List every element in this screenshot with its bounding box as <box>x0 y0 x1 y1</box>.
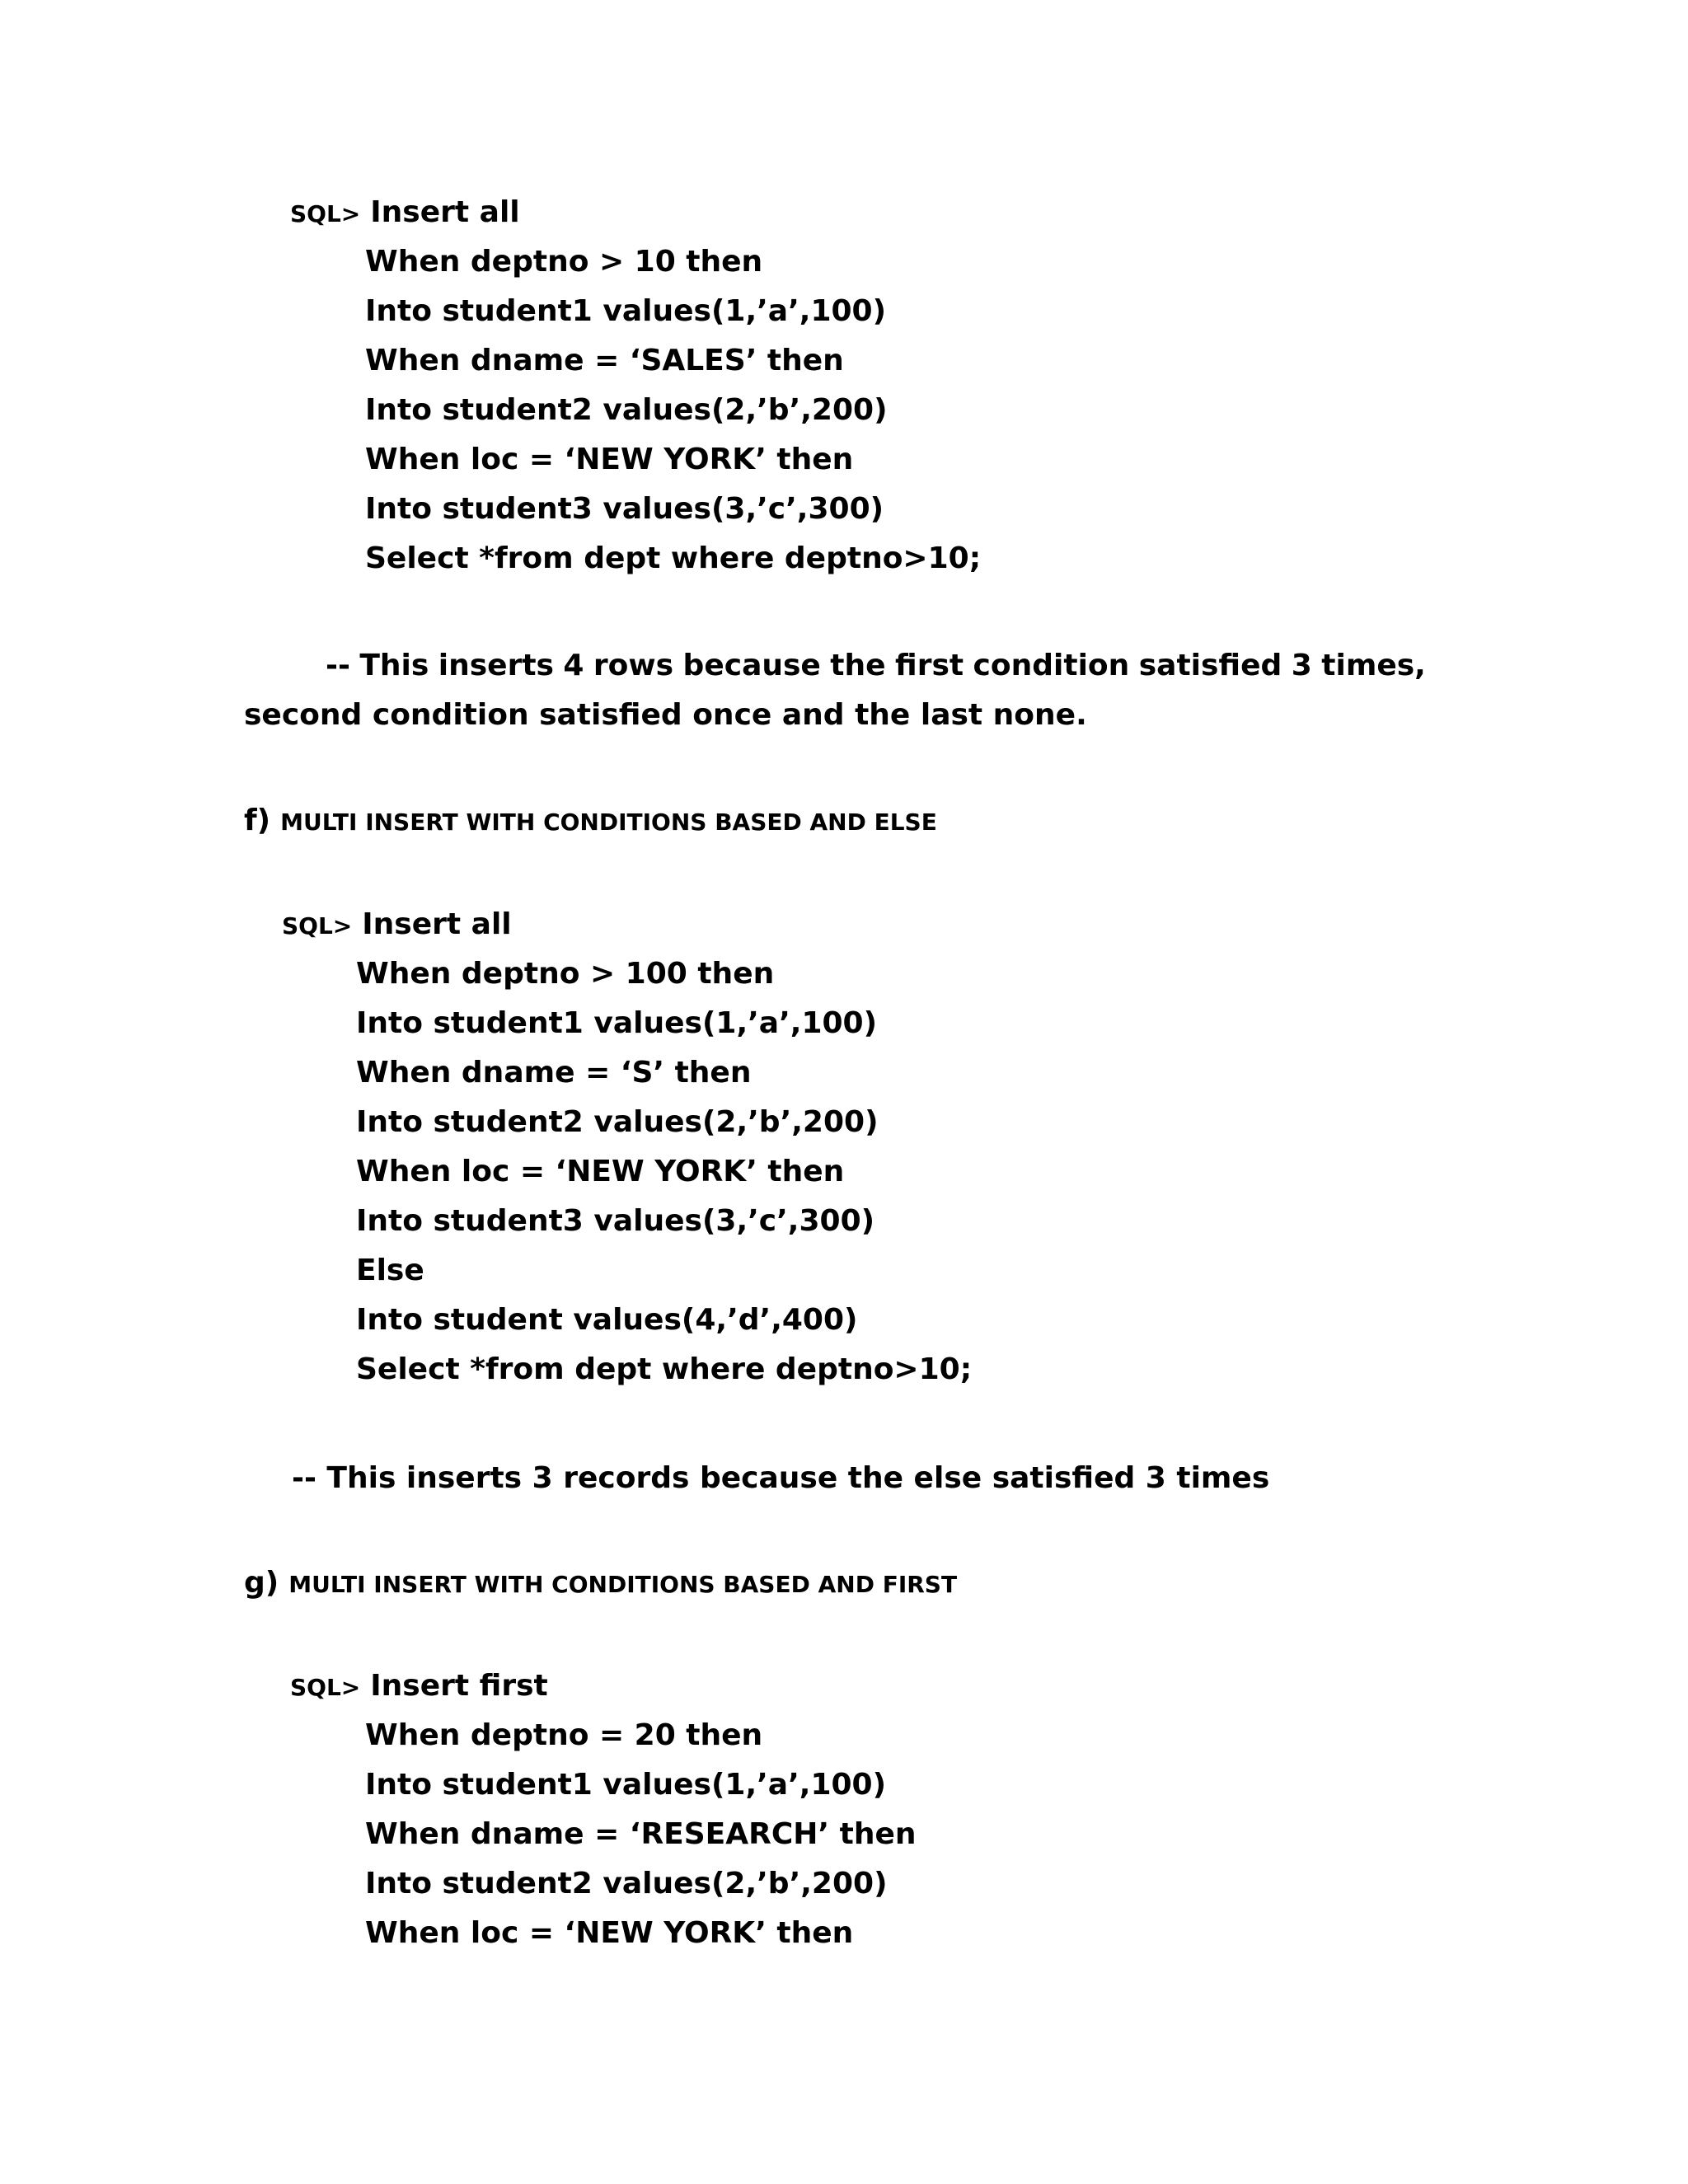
sql-line: When dname = ‘RESEARCH’ then <box>365 1817 917 1851</box>
note-word: times, <box>1321 649 1426 682</box>
section-marker: g) <box>244 1566 279 1600</box>
sql-line: Select *from dept where deptno>10; <box>365 541 982 575</box>
sql-line: When loc = ‘NEW YORK’ then <box>365 1916 854 1950</box>
note-word: -- <box>326 649 350 682</box>
note-word: first <box>895 649 964 682</box>
section-title: MULTI INSERT WITH CONDITIONS BASED AND ELSE <box>280 808 937 836</box>
sql-line: Into student3 values(3,’c’,300) <box>365 492 884 526</box>
note-word: 3 <box>1291 649 1312 682</box>
sql-line: Select *from dept where deptno>10; <box>356 1352 973 1386</box>
sql-line: When loc = ‘NEW YORK’ then <box>365 443 854 476</box>
sql-line: Into student2 values(2,’b’,200) <box>365 393 888 427</box>
sql-code: Insert all <box>370 195 520 229</box>
note-word: This <box>359 649 429 682</box>
sql-line <box>290 194 520 232</box>
sql-line: Into student2 values(2,’b’,200) <box>365 1867 888 1900</box>
sql-line: Into student1 values(1,’a’,100) <box>365 1768 887 1802</box>
note-word: because <box>682 649 821 682</box>
section-heading <box>244 804 937 837</box>
section-title: MULTI INSERT WITH CONDITIONS BASED AND FIRST <box>288 1571 958 1598</box>
sql-line: Into student1 values(1,’a’,100) <box>365 294 887 328</box>
section-marker: f) <box>244 804 271 837</box>
sql-line: When deptno > 100 then <box>356 957 775 991</box>
sql-line: Into student values(4,’d’,400) <box>356 1303 858 1337</box>
explanation-note: -- This inserts 3 records because the else satisfied 3 times <box>292 1461 1270 1495</box>
note-word: rows <box>593 649 674 682</box>
sql-line <box>282 907 512 944</box>
sql-line: When loc = ‘NEW YORK’ then <box>356 1155 845 1188</box>
sql-line: When dname = ‘SALES’ then <box>365 344 844 377</box>
sql-prompt: SQL> <box>290 200 361 227</box>
sql-line: When deptno = 20 then <box>365 1718 763 1752</box>
note-word: inserts <box>438 649 554 682</box>
sql-line: Into student1 values(1,’a’,100) <box>356 1006 878 1040</box>
explanation-note-continued: second condition satisfied once and the last none. <box>244 698 1087 732</box>
sql-line: When dname = ‘S’ then <box>356 1056 752 1090</box>
note-word: condition <box>973 649 1130 682</box>
note-word: 4 <box>563 649 584 682</box>
sql-code: Insert first <box>370 1669 548 1703</box>
sql-prompt: SQL> <box>282 912 353 940</box>
section-heading <box>244 1566 957 1600</box>
sql-prompt: SQL> <box>290 1674 361 1701</box>
note-word: satisfied <box>1138 649 1282 682</box>
sql-line <box>290 1668 548 1706</box>
sql-line: Into student2 values(2,’b’,200) <box>356 1105 879 1139</box>
sql-line: Else <box>356 1254 424 1287</box>
note-word: the <box>830 649 886 682</box>
explanation-note <box>326 641 1426 691</box>
sql-code: Insert all <box>362 907 512 941</box>
sql-line: When deptno > 10 then <box>365 245 763 279</box>
sql-line: Into student3 values(3,’c’,300) <box>356 1204 875 1238</box>
